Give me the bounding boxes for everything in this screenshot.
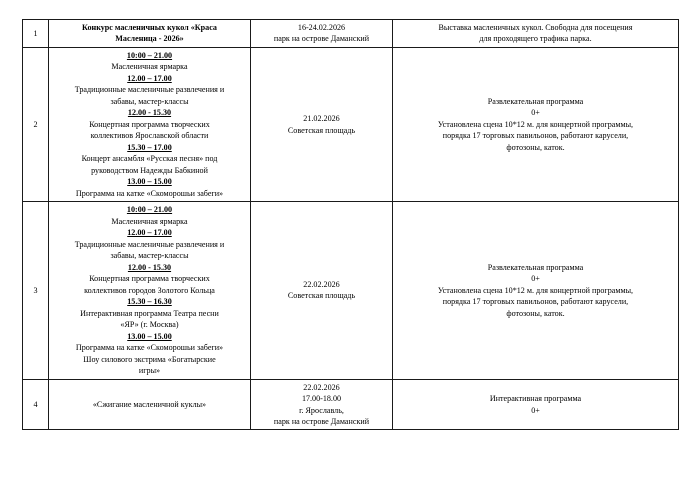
- date-place-line: 16-24.02.2026: [297, 23, 346, 32]
- notes-line: Установлена сцена 10*12 м. для концертной программы,: [437, 285, 634, 295]
- table-row: [23, 379, 679, 430]
- notes-line: фотозоны, каток.: [506, 142, 565, 152]
- notes-cell: [393, 202, 679, 379]
- table-row: [23, 20, 679, 48]
- table-row: [23, 47, 679, 201]
- notes-line: фотозоны, каток.: [506, 308, 565, 318]
- program-text-line: Программа на катке «Скоморошьи забеги»: [75, 343, 224, 353]
- notes-line: порядка 17 торговых павильонов, работают карусели,: [442, 131, 629, 141]
- program-text-line: игры»: [138, 366, 161, 376]
- schedule-table: [22, 19, 679, 430]
- program-text-line: Конкурс масленичных кукол «Краса: [82, 23, 217, 32]
- program-cell: [49, 20, 251, 48]
- notes-line: порядка 17 торговых павильонов, работают карусели,: [442, 297, 629, 307]
- program-text-line: Масленица - 2026»: [115, 34, 184, 44]
- schedule-table-body: [23, 20, 679, 430]
- program-text-line: Традиционные масленичные развлечения и: [74, 85, 225, 95]
- notes-line: Развлекательная программа: [487, 262, 584, 272]
- date-place-line: Советская площадь: [287, 125, 356, 135]
- notes-line: 0+: [531, 274, 540, 284]
- notes-line: Развлекательная программа: [487, 96, 584, 106]
- notes-cell: [393, 379, 679, 430]
- program-time-label: 15.30 – 16.30: [127, 297, 172, 307]
- date-place-cell: [251, 20, 393, 48]
- program-text-line: Концертная программа творческих: [89, 119, 210, 129]
- program-time-label: 10:00 – 21.00: [126, 205, 173, 215]
- program-text-line: коллективов Ярославской области: [90, 131, 209, 141]
- program-text-line: забавы, мастер-классы: [110, 96, 189, 106]
- row-number: 4: [33, 399, 38, 409]
- date-place-line: 22.02.2026: [303, 279, 340, 289]
- row-number: 1: [33, 28, 38, 38]
- program-text-line: Концертная программа творческих: [89, 274, 210, 284]
- notes-line: Интерактивная программа: [489, 394, 582, 404]
- program-time-label: 15.30 – 17.00: [127, 142, 172, 152]
- row-number-cell: [23, 20, 49, 48]
- program-time-label: 13.00 – 15.00: [127, 177, 172, 187]
- date-place-cell: [251, 202, 393, 379]
- notes-line: Установлена сцена 10*12 м. для концертной программы,: [437, 119, 634, 129]
- program-time-label: 12.00 – 17.00: [127, 73, 172, 83]
- date-place-line: Советская площадь: [287, 291, 356, 301]
- row-number: 2: [33, 119, 38, 129]
- notes-cell: [393, 47, 679, 201]
- date-place-line: 22.02.2026: [303, 382, 340, 392]
- program-time-label: 12.00 - 15.30: [127, 262, 172, 272]
- notes-line: 0+: [531, 405, 540, 415]
- program-text-line: Масленичная ярмарка: [111, 216, 188, 226]
- program-cell: [49, 202, 251, 379]
- date-place-line: парк на острове Даманский: [273, 416, 370, 426]
- date-place-line: 21.02.2026: [303, 114, 340, 124]
- program-text-line: Концерт ансамбля «Русская песня» под: [81, 154, 218, 164]
- program-text-line: Традиционные масленичные развлечения и: [74, 239, 225, 249]
- program-text-line: Масленичная ярмарка: [111, 62, 188, 72]
- program-text-line: «ЯР» (г. Москва): [120, 320, 179, 330]
- date-place-line: г. Ярославль,: [299, 405, 344, 415]
- program-text-line: Интерактивная программа Театра песни: [80, 308, 219, 318]
- program-text-line: руководством Надежды Бабкиной: [91, 165, 208, 175]
- date-place-line: 17.00-18.00: [301, 394, 342, 404]
- program-text-line: Программа на катке «Скоморошьи забеги»: [75, 188, 224, 198]
- notes-line: 0+: [531, 108, 540, 118]
- notes-line: Выставка масленичных кукол. Свободна для посещения: [438, 23, 633, 32]
- program-cell: [49, 379, 251, 430]
- row-number-cell: [23, 202, 49, 379]
- date-place-line: парк на острове Даманский: [273, 34, 370, 44]
- row-number-cell: [23, 47, 49, 201]
- program-text-line: Шоу силового экстрима «Богатырские: [83, 354, 216, 364]
- program-cell: [49, 47, 251, 201]
- program-time-label: 12.00 – 17.00: [127, 228, 172, 238]
- table-row: [23, 202, 679, 379]
- program-text-line: забавы, мастер-классы: [110, 251, 189, 261]
- date-place-cell: [251, 47, 393, 201]
- program-time-label: 10:00 – 21.00: [126, 50, 173, 60]
- program-time-label: 13.00 – 15.00: [127, 331, 172, 341]
- program-text-line: «Сжигание масленичной куклы»: [92, 399, 207, 409]
- date-place-cell: [251, 379, 393, 430]
- program-text-line: коллективов городов Золотого Кольца: [84, 285, 215, 295]
- notes-cell: [393, 20, 679, 48]
- notes-line: для проходящего трафика парка.: [479, 34, 592, 44]
- program-time-label: 12.00 - 15.30: [127, 108, 172, 118]
- row-number-cell: [23, 379, 49, 430]
- row-number: 3: [33, 285, 38, 295]
